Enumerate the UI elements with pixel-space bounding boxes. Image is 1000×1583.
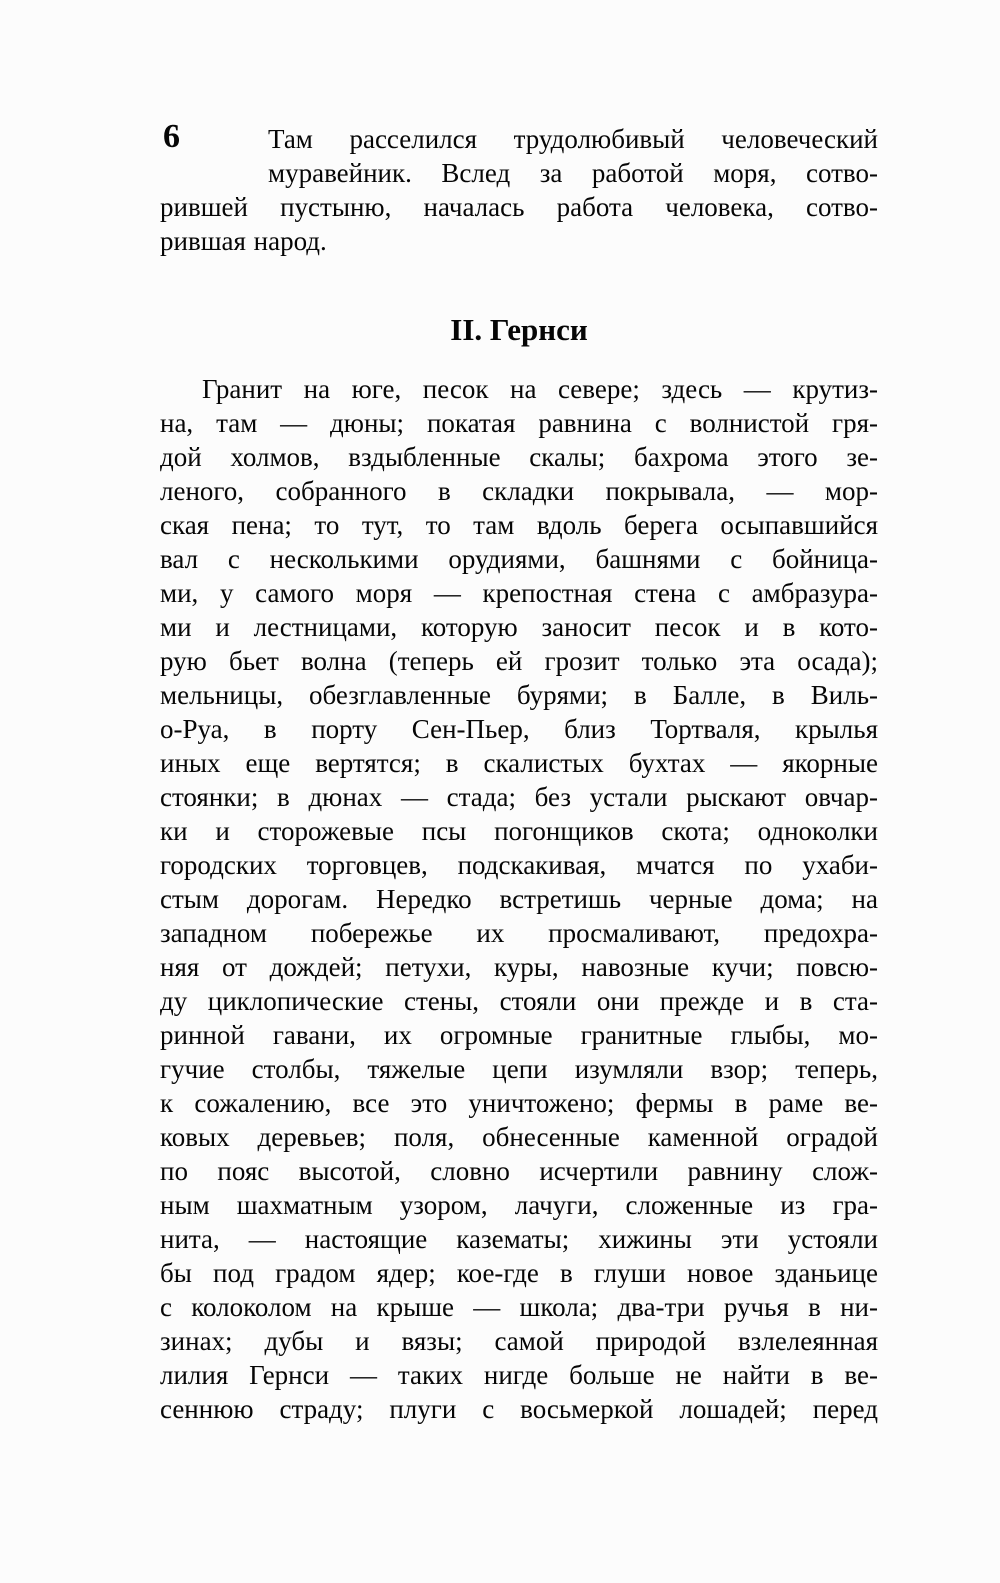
text-line: ская пена; то тут, то там вдоль берега осыпавшийся [160, 510, 878, 540]
text-line: лилия Гернси — таких нигде больше не найти в ве- [160, 1360, 878, 1390]
main-paragraph [160, 372, 878, 1426]
text-line: сеннюю страду; плуги с восьмеркой лошадей; перед [160, 1394, 878, 1424]
text-line: с колоколом на крыше — школа; два-три ручья в ни- [160, 1292, 878, 1322]
opening-paragraph-fragment [160, 122, 878, 258]
text-line: Там расселился трудолюбивый человеческий [268, 124, 878, 154]
text-line: иных еще вертятся; в скалистых бухтах — якорные [160, 748, 878, 778]
text-line: муравейник. Вслед за работой моря, сотво- [268, 158, 878, 188]
text-line: ми, у самого моря — крепостная стена с амбразура- [160, 578, 878, 608]
text-line: стоянки; в дюнах — стада; без устали рыскают овчар- [160, 782, 878, 812]
text-line: зинах; дубы и вязы; самой природой взлелеянная [160, 1326, 878, 1356]
text-line: нита, — настоящие казематы; хижины эти устояли [160, 1224, 878, 1254]
text-line: мельницы, обезглавленные бурями; в Балле, в Виль- [160, 680, 878, 710]
text-line: ным шахматным узором, лачуги, сложенные из гра- [160, 1190, 878, 1220]
text-line: рившая народ. [160, 226, 327, 256]
text-line: бы под градом ядер; кое-где в глуши новое зданьице [160, 1258, 878, 1288]
text-line: к сожалению, все это уничтожено; фермы в раме ве- [160, 1088, 878, 1118]
text-line: гучие столбы, тяжелые цепи изумляли взор; теперь, [160, 1054, 878, 1084]
text-line: ду циклопические стены, стояли они прежде и в ста- [160, 986, 878, 1016]
text-line: стым дорогам. Нередко встретишь черные дома; на [160, 884, 878, 914]
text-line: на, там — дюны; покатая равнина с волнистой гря- [160, 408, 878, 438]
page-number: 6 [163, 118, 180, 155]
text-line: ки и сторожевые псы погонщиков скота; одноколки [160, 816, 878, 846]
text-line: Гранит на юге, песок на севере; здесь — крутиз- [202, 374, 878, 404]
text-line: западном побережье их просмаливают, предохра- [160, 918, 878, 948]
text-line: о-Руа, в порту Сен-Пьер, близ Тортваля, крылья [160, 714, 878, 744]
text-line: рую бьет волна (теперь ей грозит только эта осада); [160, 646, 878, 676]
text-line: ми и лестницами, которую заносит песок и в кото- [160, 612, 878, 642]
text-line: ковых деревьев; поля, обнесенные каменной оградой [160, 1122, 878, 1152]
text-line: вал с несколькими орудиями, башнями с бойница- [160, 544, 878, 574]
text-block [160, 122, 878, 1426]
text-line: няя от дождей; петухи, куры, навозные кучи; повсю- [160, 952, 878, 982]
chapter-heading: II. Гернси [450, 312, 588, 347]
text-line: рившей пустыню, началась работа человека, сотво- [160, 192, 878, 222]
text-line: по пояс высотой, словно исчертили равнину слож- [160, 1156, 878, 1186]
text-line: городских торговцев, подскакивая, мчатся по ухаби- [160, 850, 878, 880]
text-line: ринной гавани, их огромные гранитные глыбы, мо- [160, 1020, 878, 1050]
text-line: леного, собранного в складки покрывала, — мор- [160, 476, 878, 506]
text-line: дой холмов, вздыбленные скалы; бахрома этого зе- [160, 442, 878, 472]
